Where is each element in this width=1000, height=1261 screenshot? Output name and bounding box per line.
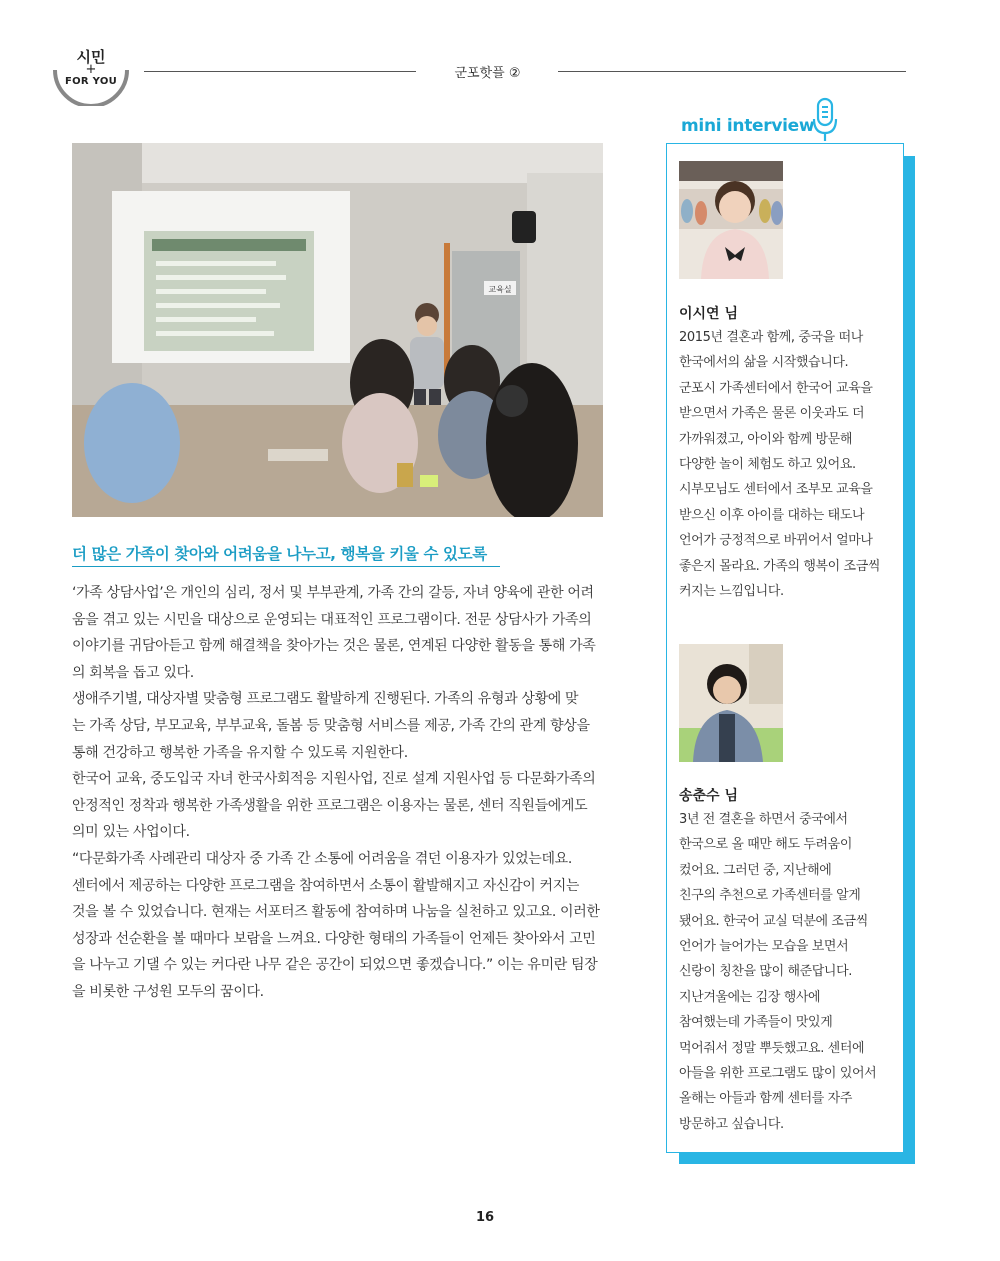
article-line: 의미 있는 사업이다. <box>72 824 190 841</box>
quote-line: 참여했는데 가족들이 맛있게 <box>679 1015 833 1031</box>
quote-line: 받으면서 가족은 물론 이웃과도 더 <box>679 406 865 422</box>
article-line: 센터에서 제공하는 다양한 프로그램을 참여하면서 소통이 활발해지고 자신감이 커지는 <box>72 877 580 894</box>
quote-line: 언어가 긍정적으로 바뀌어서 얼마나 <box>679 533 873 549</box>
quote-line: 커지는 느낌입니다. <box>679 584 784 600</box>
door-sign: 교육실 <box>488 285 512 294</box>
quote-line: 가까워졌고, 아이와 함께 방문해 <box>679 431 852 447</box>
header-rule-left <box>144 71 416 72</box>
quote-line: 받으신 이후 아이를 대하는 태도나 <box>679 507 865 523</box>
quote-line: 한국으로 올 때만 해도 두려움이 <box>679 837 852 853</box>
article-line: 을 비롯한 구성원 모두의 꿈이다. <box>72 983 264 1000</box>
logo-top-text: 시민 <box>76 48 106 66</box>
page-number: 16 <box>475 1210 495 1225</box>
logo-plus: + <box>85 62 97 77</box>
quote-line: 됐어요. 한국어 교실 덕분에 조금씩 <box>679 913 868 929</box>
quote-line: 군포시 가족센터에서 한국어 교육을 <box>679 380 873 396</box>
article-line: 것을 볼 수 있었습니다. 현재는 서포터즈 활동에 참여하며 나눔을 실천하고 있고요. 이러한 <box>72 904 600 921</box>
quote-line: 다양한 놀이 체험도 하고 있어요. <box>679 457 856 473</box>
quote-line: 신랑이 칭찬을 많이 해준답니다. <box>679 964 852 980</box>
section-title: 군포핫플 ② <box>454 66 521 81</box>
article-line: 성장과 선순환을 볼 때마다 보람을 느껴요. 다양한 형태의 가족들이 언제든 찾아와서 고민 <box>72 930 596 947</box>
quote-line: 시부모님도 센터에서 조부모 교육을 <box>679 482 873 498</box>
article-line: 통해 건강하고 행복한 가족을 유지할 수 있도록 지원한다. <box>72 744 408 761</box>
quote-line: 컸어요. 그러던 중, 지난해에 <box>679 862 832 878</box>
logo-bottom-text: FOR YOU <box>64 76 118 87</box>
header-rule-right <box>558 71 906 72</box>
quote-line: 3년 전 결혼을 하면서 중국에서 <box>679 812 848 827</box>
article-line: ‘가족 상담사업’은 개인의 심리, 정서 및 부부관계, 가족 간의 갈등, 자녀 양육에 관한 어려 <box>72 585 594 601</box>
interviewee-name: 송춘수 님 <box>679 788 738 804</box>
article-line: 을 나누고 기댈 수 있는 커다란 나무 같은 공간이 되었으면 좋겠습니다.” 이는 유미란 팀장 <box>72 957 598 974</box>
article-line: 생애주기별, 대상자별 맞춤형 프로그램도 활발하게 진행된다. 가족의 유형과 상황에 맞 <box>72 691 579 708</box>
quote-line: 아들을 위한 프로그램도 많이 있어서 <box>679 1066 877 1082</box>
article-line: 움을 겪고 있는 시민을 대상으로 운영되는 대표적인 프로그램이다. 전문 상담사가 가족의 <box>72 611 592 628</box>
quote-line: 올해는 아들과 함께 센터를 자주 <box>679 1091 852 1107</box>
quote-line: 친구의 추천으로 가족센터를 알게 <box>679 888 861 904</box>
quote-line: 언어가 늘어가는 모습을 보면서 <box>679 939 849 955</box>
quote-line: 먹어줘서 정말 뿌듯했고요. 센터에 <box>679 1040 865 1056</box>
quote-line: 2015년 결혼과 함께, 중국을 떠나 <box>679 330 863 345</box>
portrait-lee <box>679 161 783 279</box>
article-line: 는 가족 상담, 부모교육, 부부교육, 돌봄 등 맞춤형 서비스를 제공, 가족 간의 관계 향상을 <box>72 717 590 734</box>
quote-line: 지난겨울에는 김장 행사에 <box>679 989 821 1005</box>
classroom-photo <box>72 143 603 517</box>
article-body <box>72 580 606 1006</box>
interviewee-quote <box>679 807 889 1137</box>
mini-interview-title: mini interview <box>681 116 815 136</box>
speaker <box>512 211 536 243</box>
article-line: 이야기를 귀담아듣고 함께 해결책을 찾아가는 것은 물론, 연계된 다양한 활동을 통해 가족 <box>72 638 596 655</box>
quote-line: 좋은지 몰라요. 가족의 행복이 조금씩 <box>679 558 881 574</box>
article-line: 의 회복을 돕고 있다. <box>72 664 194 681</box>
quote-line: 방문하고 싶습니다. <box>679 1116 784 1132</box>
article-line: “다문화가족 사례관리 대상자 중 가족 간 소통에 어려움을 겪던 이용자가 있었는데요. <box>72 850 572 867</box>
headline-underline <box>72 566 500 567</box>
article-headline: 더 많은 가족이 찾아와 어려움을 나누고, 행복을 키울 수 있도록 <box>72 545 487 563</box>
article-line: 안정적인 정착과 행복한 가족생활을 위한 프로그램은 이용자는 물론, 센터 직원들에게도 <box>72 797 588 814</box>
interviewee-name: 이시연 님 <box>679 306 738 322</box>
magazine-logo <box>50 42 132 106</box>
microphone-icon <box>812 97 838 143</box>
portrait-song <box>679 644 783 762</box>
interviewee-quote <box>679 325 889 604</box>
quote-line: 한국에서의 삶을 시작했습니다. <box>679 355 849 371</box>
article-line: 한국어 교육, 중도입국 자녀 한국사회적응 지원사업, 진로 설계 지원사업 등 다문화가족의 <box>72 771 596 788</box>
